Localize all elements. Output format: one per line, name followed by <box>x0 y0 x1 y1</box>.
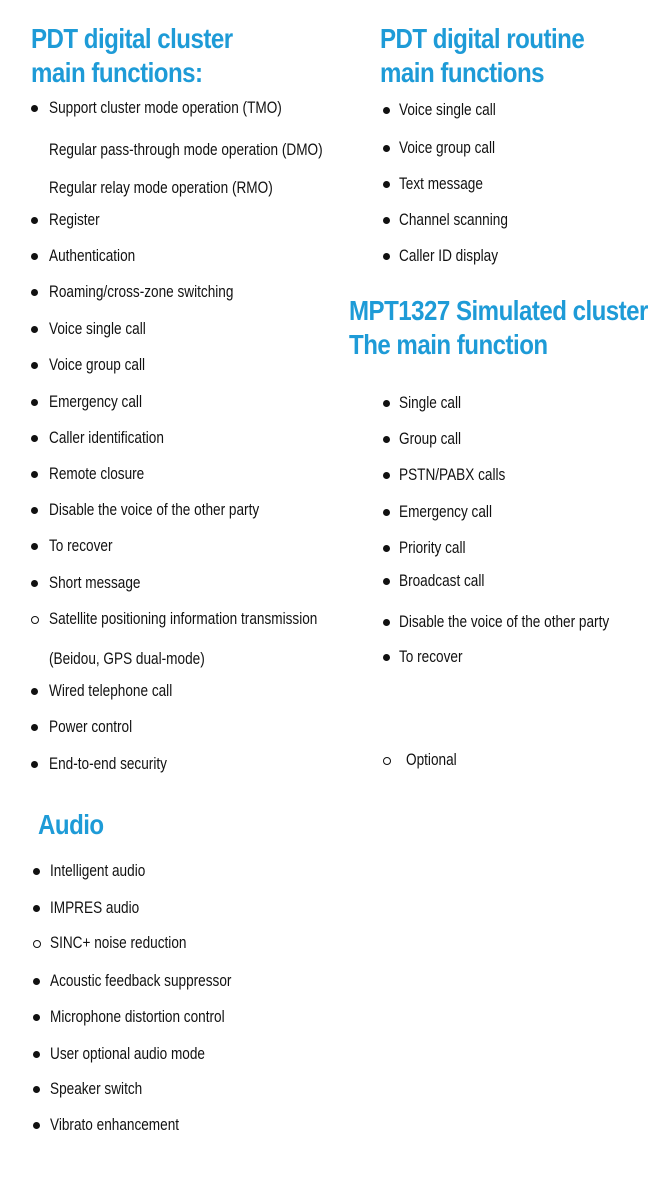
bullet-icon <box>383 578 390 585</box>
pdt-cluster-heading <box>31 22 233 90</box>
bullet-icon <box>383 654 390 661</box>
open-bullet-icon <box>31 616 39 624</box>
list-item: Voice group call <box>49 355 146 374</box>
bullet-icon <box>383 107 390 114</box>
list-item: Regular pass-through mode operation (DMO) <box>49 140 323 159</box>
bullet-icon <box>383 400 390 407</box>
heading-line: Audio <box>38 809 104 840</box>
list-item: IMPRES audio <box>50 898 140 917</box>
bullet-icon <box>33 1122 40 1129</box>
list-item: Authentication <box>49 246 136 265</box>
bullet-icon <box>31 399 38 406</box>
list-item: SINC+ noise reduction <box>50 933 187 952</box>
list-item: Support cluster mode operation (TMO) <box>49 98 282 117</box>
bullet-icon <box>31 435 38 442</box>
list-item: Roaming/cross-zone switching <box>49 282 234 301</box>
pdt-routine-heading <box>380 22 584 90</box>
bullet-icon <box>31 543 38 550</box>
list-item: Caller identification <box>49 428 164 447</box>
bullet-icon <box>383 436 390 443</box>
bullet-icon <box>31 217 38 224</box>
bullet-icon <box>31 580 38 587</box>
list-item: User optional audio mode <box>50 1044 205 1063</box>
bullet-icon <box>31 289 38 296</box>
bullet-icon <box>33 868 40 875</box>
list-item: Emergency call <box>49 392 142 411</box>
list-item: Caller ID display <box>399 246 499 265</box>
bullet-icon <box>383 145 390 152</box>
bullet-icon <box>383 181 390 188</box>
open-bullet-icon <box>383 757 391 765</box>
heading-line: PDT digital cluster <box>31 23 233 54</box>
list-item: Speaker switch <box>50 1079 143 1098</box>
bullet-icon <box>33 905 40 912</box>
list-item: Group call <box>399 429 461 448</box>
list-item: Satellite positioning information transmission <box>49 609 318 628</box>
heading-line: main functions: <box>31 57 203 88</box>
bullet-icon <box>31 761 38 768</box>
heading-line: MPT1327 Simulated cluster <box>349 295 648 326</box>
list-item: Voice group call <box>399 138 496 157</box>
list-item: End-to-end security <box>49 754 167 773</box>
bullet-icon <box>31 507 38 514</box>
bullet-icon <box>31 471 38 478</box>
bullet-icon <box>31 326 38 333</box>
list-item: Intelligent audio <box>50 861 146 880</box>
bullet-icon <box>383 472 390 479</box>
list-item: Short message <box>49 573 141 592</box>
list-item: To recover <box>49 536 113 555</box>
list-item: Microphone distortion control <box>50 1007 225 1026</box>
list-item: PSTN/PABX calls <box>399 465 506 484</box>
list-item: Voice single call <box>399 100 496 119</box>
audio-heading <box>38 808 104 842</box>
mpt1327-heading <box>349 294 648 362</box>
list-item: Disable the voice of the other party <box>49 500 260 519</box>
list-item: Register <box>49 210 100 229</box>
list-item: Voice single call <box>49 319 146 338</box>
list-item: Vibrato enhancement <box>50 1115 180 1134</box>
bullet-icon <box>383 619 390 626</box>
open-bullet-icon <box>33 940 41 948</box>
bullet-icon <box>33 1014 40 1021</box>
bullet-icon <box>31 362 38 369</box>
list-item: (Beidou, GPS dual-mode) <box>49 649 205 668</box>
bullet-icon <box>33 1086 40 1093</box>
heading-line: The main function <box>349 329 548 360</box>
list-item: Remote closure <box>49 464 145 483</box>
bullet-icon <box>383 253 390 260</box>
list-item: Priority call <box>399 538 466 557</box>
bullet-icon <box>383 509 390 516</box>
list-item: Power control <box>49 717 133 736</box>
list-item: Text message <box>399 174 483 193</box>
legend-optional: Optional <box>406 750 457 769</box>
list-item: Single call <box>399 393 461 412</box>
bullet-icon <box>383 545 390 552</box>
bullet-icon <box>33 1051 40 1058</box>
bullet-icon <box>383 217 390 224</box>
bullet-icon <box>31 688 38 695</box>
bullet-icon <box>33 978 40 985</box>
list-item: Channel scanning <box>399 210 508 229</box>
bullet-icon <box>31 105 38 112</box>
list-item: To recover <box>399 647 463 666</box>
heading-line: PDT digital routine <box>380 23 585 54</box>
list-item: Wired telephone call <box>49 681 173 700</box>
list-item: Emergency call <box>399 502 492 521</box>
list-item: Disable the voice of the other party <box>399 612 610 631</box>
heading-line: main functions <box>380 57 545 88</box>
list-item: Regular relay mode operation (RMO) <box>49 178 273 197</box>
list-item: Acoustic feedback suppressor <box>50 971 232 990</box>
list-item: Broadcast call <box>399 571 485 590</box>
bullet-icon <box>31 724 38 731</box>
bullet-icon <box>31 253 38 260</box>
